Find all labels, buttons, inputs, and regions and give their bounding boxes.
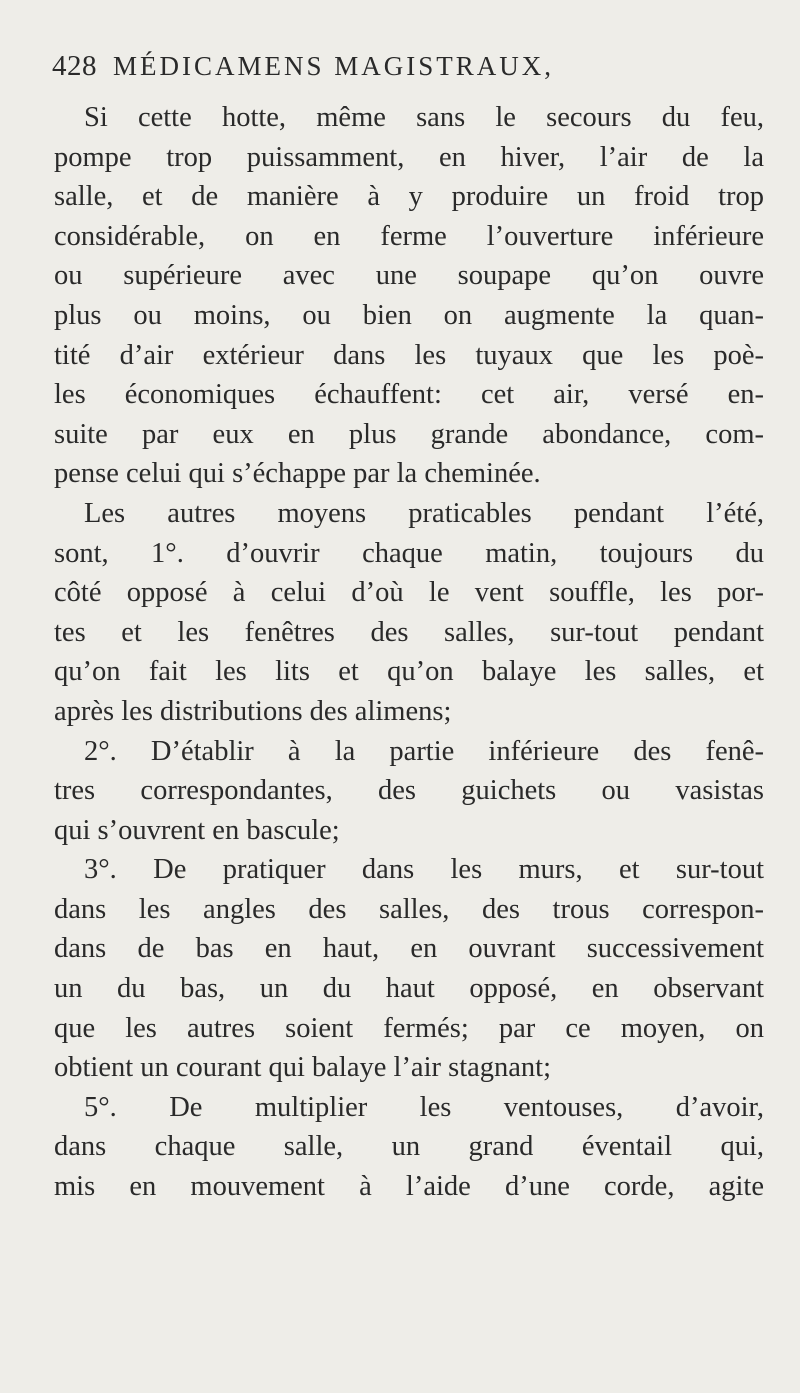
text-line: 3°. De pratiquer dans les murs, et sur-tout: [84, 854, 764, 886]
text-line: pompe trop puissamment, en hiver, l’air de la: [54, 141, 764, 173]
text-line: salle, et de manière à y produire un froid trop: [54, 181, 764, 213]
text-line: suite par eux en plus grande abondance, com-: [54, 418, 764, 450]
text-line: mis en mouvement à l’aide d’une corde, agite: [54, 1171, 764, 1203]
text-line: pense celui qui s’échappe par la cheminée.: [54, 458, 541, 490]
body-text: [54, 98, 764, 1207]
text-line: tres correspondantes, des guichets ou vasistas: [54, 775, 764, 807]
text-line: que les autres soient fermés; par ce moyen, on: [54, 1012, 764, 1044]
text-line: Les autres moyens praticables pendant l’été,: [84, 497, 764, 529]
text-line: qu’on fait les lits et qu’on balaye les salles, et: [54, 656, 764, 688]
text-line: un du bas, un du haut opposé, en observant: [54, 973, 764, 1005]
text-line: plus ou moins, ou bien on augmente la quan-: [54, 299, 764, 331]
text-line: après les distributions des alimens;: [54, 695, 452, 727]
text-line: les économiques échauffent: cet air, versé en-: [54, 379, 764, 411]
text-line: obtient un courant qui balaye l’air stagnant;: [54, 1052, 552, 1084]
text-line: qui s’ouvrent en bascule;: [54, 814, 340, 846]
text-line: considérable, on en ferme l’ouverture inférieure: [54, 220, 764, 252]
text-line: Si cette hotte, même sans le secours du feu,: [84, 102, 764, 133]
page-header: [52, 50, 772, 100]
text-line: sont, 1°. d’ouvrir chaque matin, toujours du: [54, 537, 764, 569]
text-line: 2°. D’établir à la partie inférieure des fenê-: [84, 735, 764, 767]
text-line: ou supérieure avec une soupape qu’on ouvre: [54, 260, 764, 292]
text-line: dans de bas en haut, en ouvrant successivement: [54, 933, 764, 965]
text-line: 5°. De multiplier les ventouses, d’avoir,: [84, 1091, 764, 1123]
text-line: côté opposé à celui d’où le vent souffle, les por-: [54, 577, 764, 609]
page-number: 428: [52, 50, 97, 82]
text-line: tes et les fenêtres des salles, sur-tout pendant: [54, 616, 764, 648]
running-title: MÉDICAMENS MAGISTRAUX,: [113, 51, 555, 81]
text-line: dans chaque salle, un grand éventail qui,: [54, 1131, 764, 1163]
text-line: dans les angles des salles, des trous correspon-: [54, 893, 764, 925]
text-line: tité d’air extérieur dans les tuyaux que les poè-: [54, 339, 764, 371]
